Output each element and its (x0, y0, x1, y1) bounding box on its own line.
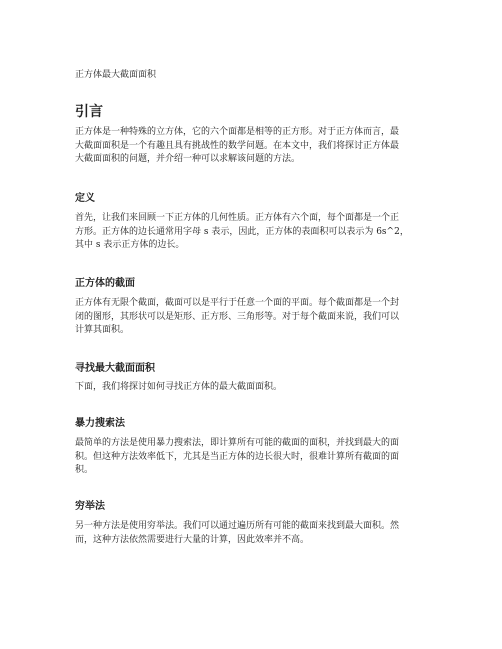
paragraph-line: 另一种方法是使用穷举法。我们可以通过遍历所有可能的截面来找到最大面积。然 (75, 521, 400, 531)
paragraph-line: 大截面面积的问题，并介绍一种可以求解该问题的方法。 (75, 154, 301, 164)
section-heading-finding-max: 寻找最大截面面积 (75, 363, 155, 374)
paragraph-line: 首先，让我们来回顾一下正方体的几何性质。正方体有六个面，每个面都是一个正 (75, 213, 400, 223)
section-heading-intro: 引言 (75, 104, 103, 120)
paragraph-line: 下面，我们将探讨如何寻找正方体的最大截面面积。 (75, 382, 283, 392)
paragraph-line: 计算其面积。 (75, 325, 130, 335)
paragraph-line: 方形。正方体的边长通常用字母 s 表示，因此，正方体的表面积可以表示为 6s^2， (75, 226, 409, 237)
paragraph-line: 最简单的方法是使用暴力搜索法，即计算所有可能的截面的面积，并找到最大的面 (75, 438, 400, 448)
paragraph-line: 正方体是一种特殊的立方体，它的六个面都是相等的正方形。对于正方体而言，最 (75, 127, 400, 137)
section-heading-cross-sections: 正方体的截面 (75, 278, 135, 289)
paragraph-line: 积。 (75, 465, 94, 475)
section-heading-exhaustive: 穷举法 (75, 501, 105, 512)
paragraph-line: 其中 s 表示正方体的边长。 (75, 240, 185, 250)
paragraph-line: 正方体有无限个截面，截面可以是平行于任意一个面的平面。每个截面都是一个封 (75, 298, 400, 308)
paragraph-line: 闭的图形，其形状可以是矩形、正方形、三角形等。对于每个截面来说，我们可以 (75, 311, 400, 322)
section-heading-brute-force: 暴力搜索法 (75, 418, 125, 429)
section-body-intro (75, 126, 435, 167)
document-title: 正方体最大截面面积 (75, 70, 157, 80)
section-body-definition (75, 212, 435, 253)
paragraph-line: 而，这种方法依然需要进行大量的计算，因此效率并不高。 (75, 534, 310, 545)
section-body-exhaustive (75, 520, 435, 547)
section-heading-definition: 定义 (75, 193, 95, 204)
paragraph-line: 积。但这种方法效率低下，尤其是当正方体的边长很大时，很难计算所有截面的面 (75, 451, 400, 462)
section-body-cross-sections (75, 297, 435, 338)
paragraph-line: 大截面面积是一个有趣且具有挑战性的数学问题。在本文中，我们将探讨正方体最 (75, 140, 400, 151)
section-body-finding-max (75, 381, 435, 395)
section-body-brute-force (75, 437, 435, 478)
